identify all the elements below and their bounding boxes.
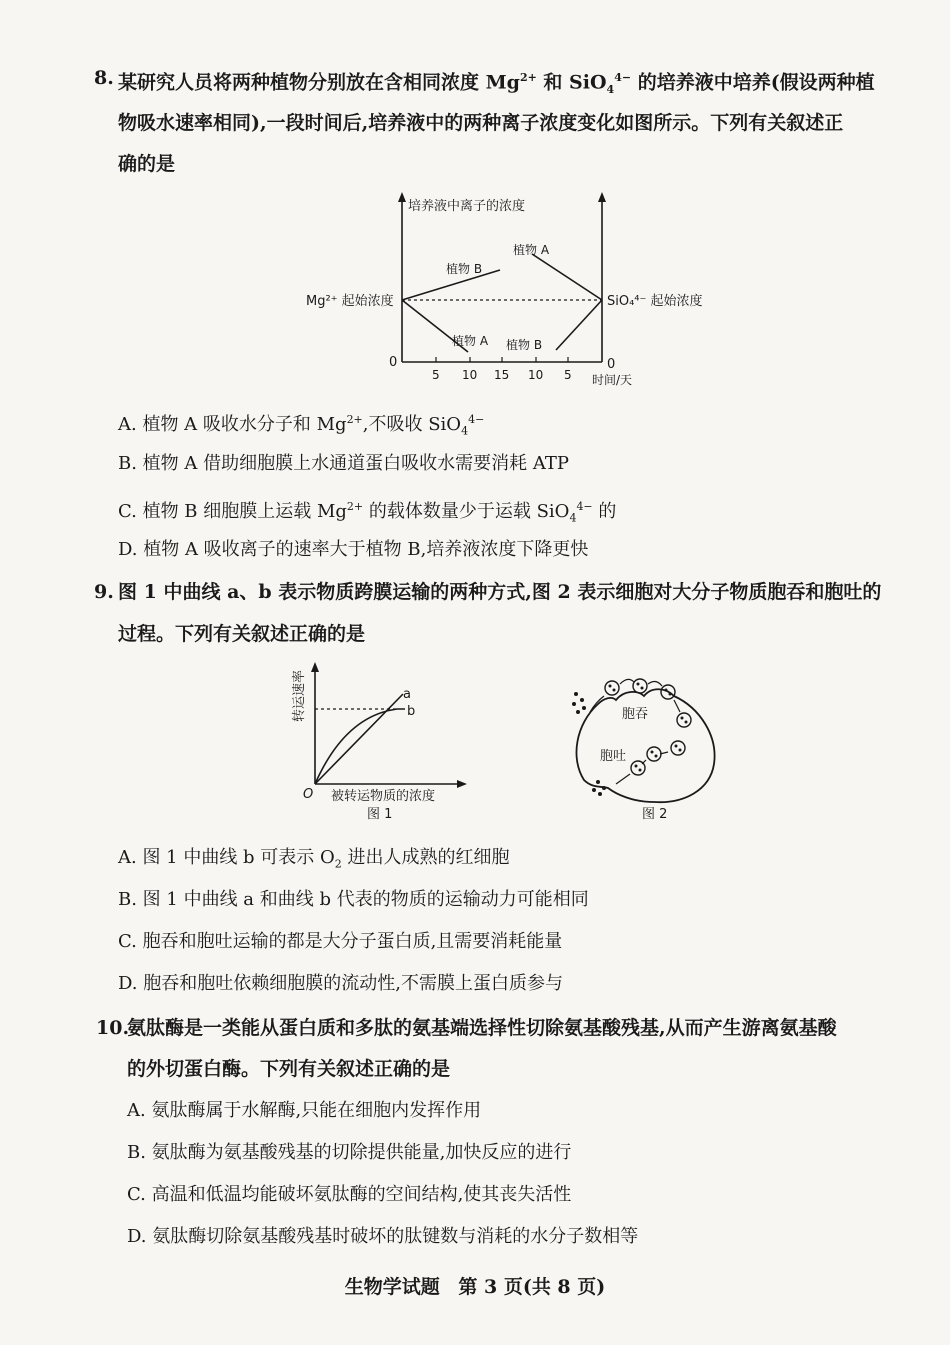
option-sub: 4 [461,424,469,438]
q8-text: 的培养液中培养(假设两种植 [631,71,875,94]
q8-text: 某研究人员将两种植物分别放在含相同浓度 Mg [118,71,520,94]
option-sup: 2+ [346,413,363,426]
option-sup: 4− [468,413,485,426]
origin-left-label: 0 [389,355,398,370]
question-8-number: 8. [94,67,114,89]
option-text: 的载体数量少于运载 SiO [363,501,570,522]
q10-option-b[interactable]: B. 氨肽酶为氨基酸残基的切除提供能量,加快反应的进行 [127,1142,572,1163]
option-text: C. 植物 B 细胞膜上运载 Mg [118,501,347,522]
fig1-x-arrow [457,780,467,788]
option-text: ,不吸收 SiO [362,414,462,435]
x-tick-label: 5 [564,368,572,382]
fig1-curve-b-label: b [407,704,416,719]
q10-option-a[interactable]: A. 氨肽酶属于水解酶,只能在细胞内发挥作用 [127,1100,482,1121]
option-sup: 4− [576,500,593,513]
option-text: A. 图 1 中曲线 b 可表示 O [118,847,335,868]
fig1-x-label: 被转运物质的浓度 [331,789,436,804]
x-tick-label: 5 [432,368,440,382]
footer-subject: 生物学试题 [344,1276,440,1298]
question-10-line-1: 氨肽酶是一类能从蛋白质和多肽的氨基端选择性切除氨基酸残基,从而产生游离氨基酸 [127,1017,837,1039]
option-sub: 4 [569,511,577,525]
fig1-y-arrow [311,662,319,672]
fig1-caption: 图 1 [367,807,393,822]
mg-start-label: Mg²⁺ 起始浓度 [306,294,394,309]
fig1-y-label: 转运速率 [292,669,307,722]
right-axis-arrow [598,192,606,202]
q8-option-a[interactable] [118,408,484,444]
q9-option-b[interactable]: B. 图 1 中曲线 a 和曲线 b 代表的物质的运输动力可能相同 [118,889,589,910]
si-plant-a-line [532,254,602,300]
q9-figure-1 [285,660,485,830]
q9-option-c[interactable]: C. 胞吞和胞吐运输的都是大分子蛋白质,且需要消耗能量 [118,931,563,952]
si-plant-b-line [556,300,602,350]
option-sub: 2 [334,857,342,871]
question-10-line-2: 的外切蛋白酶。下列有关叙述正确的是 [127,1058,451,1080]
option-text: A. 植物 A 吸收水分子和 Mg [118,414,347,435]
q8-sup: 4− [614,71,632,84]
fig1-origin: O [303,787,314,802]
q10-option-c[interactable]: C. 高温和低温均能破坏氨肽酶的空间结构,使其丧失活性 [127,1184,572,1205]
question-9-line-2: 过程。下列有关叙述正确的是 [118,623,366,645]
q8-option-b[interactable]: B. 植物 A 借助细胞膜上水通道蛋白吸收水需要消耗 ATP [118,453,569,474]
q9-option-a[interactable] [118,846,510,877]
fig1-curve-a-label: a [403,687,411,702]
question-8-line-2: 物吸水速率相同),一段时间后,培养液中的两种离子浓度变化如图所示。下列有关叙述正 [118,112,844,134]
x-tick-label: 10 [462,368,478,382]
q8-ion-concentration-figure [300,190,720,390]
q9-option-d[interactable]: D. 胞吞和胞吐依赖细胞膜的流动性,不需膜上蛋白质参与 [118,973,563,994]
page-footer [0,1272,950,1299]
question-8-line-3: 确的是 [118,153,176,175]
process-arrows [590,679,680,784]
plant-b-bottom-label: 植物 B [506,338,543,352]
fig2-caption: 图 2 [642,807,668,822]
plant-a-bottom-label: 植物 A [452,334,489,348]
si-start-label: SiO₄⁴⁻ 起始浓度 [607,294,703,309]
q8-sub: 4 [606,83,615,97]
question-9-line-1: 图 1 中曲线 a、b 表示物质跨膜运输的两种方式,图 2 表示细胞对大分子物质胞吞和胞吐的 [118,581,882,603]
option-sup: 2+ [346,500,364,513]
option-text: 进出人成熟的红细胞 [341,847,510,868]
question-10-number: 10. [96,1017,130,1039]
question-8-line-1 [118,66,875,102]
q9-figure-2 [564,662,734,830]
q10-option-d[interactable]: D. 氨肽酶切除氨基酸残基时破坏的肽键数与消耗的水分子数相等 [127,1226,639,1247]
x-axis-unit: 时间/天 [592,373,633,387]
q8-sup: 2+ [519,71,537,84]
q8-text: 和 SiO [536,71,607,94]
plant-a-top-label: 植物 A [513,243,550,257]
left-axis-arrow [398,192,406,202]
footer-page: 第 3 页(共 8 页) [458,1276,606,1298]
x-tick-label: 10 [528,368,544,382]
fig1-curve-a [315,694,403,784]
y-axis-label: 培养液中离子的浓度 [408,199,526,214]
fig1-curve-b [315,709,405,784]
q8-option-c[interactable] [118,495,616,531]
x-tick-label: 15 [494,368,510,382]
exocytosis-label: 胞吐 [600,749,627,764]
origin-right-label: 0 [607,357,616,372]
plant-b-top-label: 植物 B [446,262,483,276]
question-9-number: 9. [94,581,114,603]
q8-option-d[interactable]: D. 植物 A 吸收离子的速率大于植物 B,培养液浓度下降更快 [118,539,589,560]
endocytosis-label: 胞吞 [622,707,649,722]
option-text: 的 [592,501,617,522]
